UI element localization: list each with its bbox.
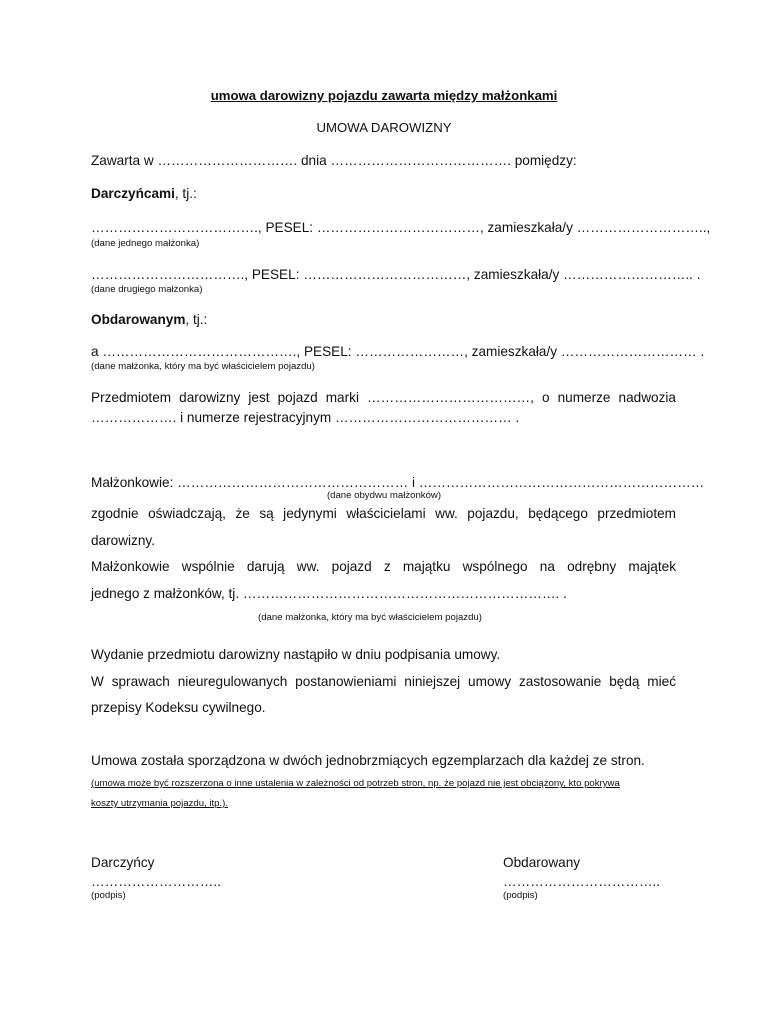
civil-code-line-2: przepisy Kodeksu cywilnego. xyxy=(91,700,266,715)
donation-note: (dane małżonka, który ma być właścicielem pojazdu) xyxy=(258,612,482,623)
donor2-line: ……………………………., PESEL: ………………………………, zamieszkała/y ……………………….. . xyxy=(91,267,701,282)
copies-line: Umowa została sporządzona w dwóch jednobrzmiących egzemplarzach dla każdej ze stron. xyxy=(91,753,645,768)
recipient-line: a ……………………………………., PESEL: ……………………, zamieszkała/y ………………………… . xyxy=(91,344,705,359)
donor1-note: (dane jednego małżonka) xyxy=(91,238,200,249)
signature-donors-note: (podpis) xyxy=(91,890,126,901)
donation-line-2: jednego z małżonków, tj. ……………………………………………………………. . xyxy=(91,586,567,601)
document-heading: umowa darowizny pojazdu zawarta między małżonkami xyxy=(210,88,558,103)
donors-heading xyxy=(91,185,197,203)
remark-line-1: (umowa może być rozszerzona o inne ustalenia w zależności od potrzeb stron, np. że pojazd nie jest obciążony, kto pokrywa xyxy=(91,778,620,789)
signature-recipient-note: (podpis) xyxy=(503,890,538,901)
donor2-note: (dane drugiego małżonka) xyxy=(91,284,203,295)
recipient-suffix: , tj.: xyxy=(185,312,208,327)
handover-line: Wydanie przedmiotu darowizny nastąpiło w dniu podpisania umowy. xyxy=(91,647,501,662)
subject-line-2: ………………. i numerze rejestracyjnym ………………………………… . xyxy=(91,410,520,425)
donation-line-1: Małżonkowie wspólnie darują ww. pojazd z majątku wspólnego na odrębny majątek xyxy=(91,559,676,574)
declaration-line-2: darowizny. xyxy=(91,533,155,548)
contract-place-date-line: Zawarta w …………………………. dnia …………………………………. pomiędzy: xyxy=(91,153,577,168)
document-title: UMOWA DAROWIZNY xyxy=(316,120,452,135)
signature-donors-dots: ……………………….. xyxy=(91,874,221,889)
recipient-heading xyxy=(91,311,207,329)
spouses-line: Małżonkowie: …………………………………………… i ……………………………………………………… xyxy=(91,475,705,490)
signature-recipient-label: Obdarowany xyxy=(503,855,581,870)
spouses-note: (dane obydwu małżonków) xyxy=(326,490,442,501)
signature-recipient-dots: …………………………….. xyxy=(503,874,661,889)
recipient-note: (dane małżonka, który ma być właścicielem pojazdu) xyxy=(91,361,315,372)
civil-code-line-1: W sprawach nieuregulowanych postanowieniami niniejszej umowy zastosowanie będą mieć xyxy=(91,674,676,689)
recipient-label: Obdarowanym xyxy=(91,312,186,327)
donors-label: Darczyńcami xyxy=(91,186,175,201)
donors-suffix: , tj.: xyxy=(174,186,197,201)
remark-line-2: koszty utrzymania pojazdu, itp.). xyxy=(91,798,229,809)
subject-line-1: Przedmiotem darowizny jest pojazd marki ………………………………, o numerze nadwozia xyxy=(91,390,676,405)
signature-donors-label: Darczyńcy xyxy=(91,855,155,870)
declaration-line-1: zgodnie oświadczają, że są jedynymi właścicielami ww. pojazdu, będącego przedmiotem xyxy=(91,506,676,521)
donor1-line: ………………………………., PESEL: ………………………………, zamieszkała/y ……………………….., xyxy=(91,220,711,235)
